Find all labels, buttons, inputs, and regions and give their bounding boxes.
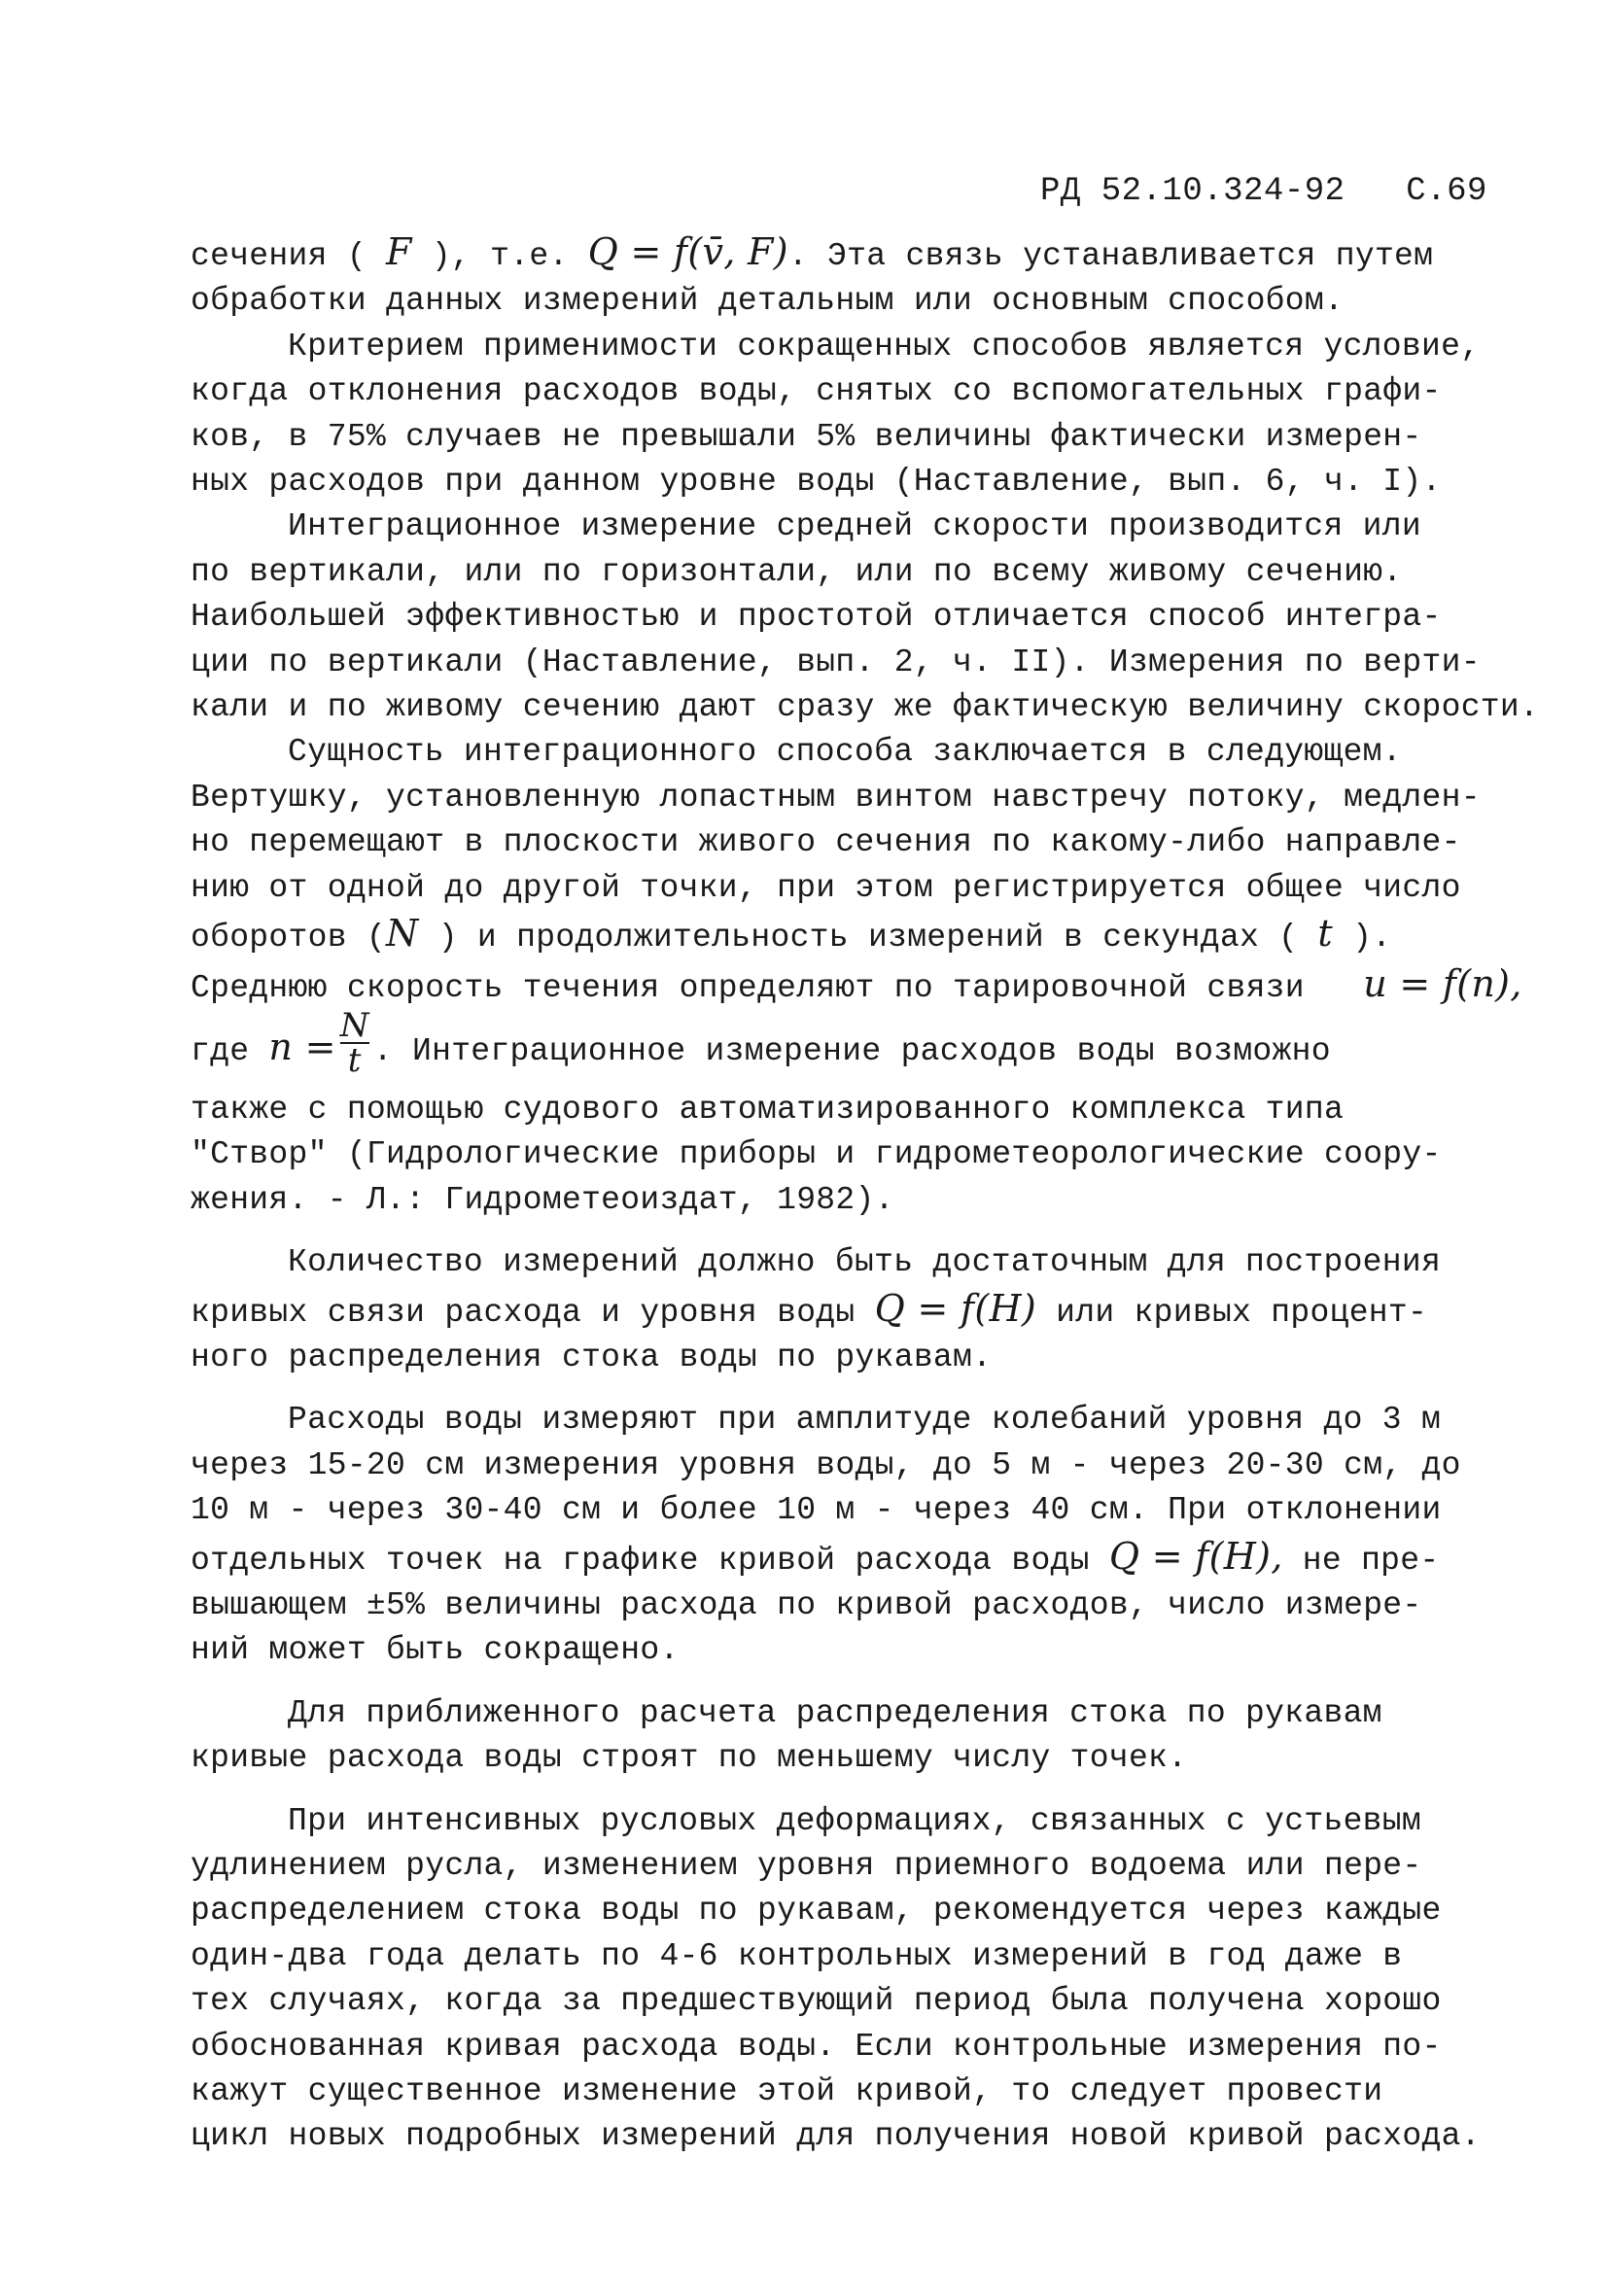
- document-code: РД 52.10.324-92: [1040, 173, 1345, 210]
- text-fragment: кривых связи расхода и уровня воды: [191, 1294, 856, 1331]
- text-fragment: . Эта связь устанавливается путем: [787, 238, 1434, 274]
- text-line: один-два года делать по 4-6 контрольных измерений в год даже в: [191, 1937, 1403, 1974]
- text-line: Для приближенного расчета распределения стока по рукавам: [288, 1694, 1382, 1731]
- formula-n-fraction: [339, 1006, 369, 1081]
- text-line: [191, 1286, 1513, 1336]
- text-fragment: ) и продолжительность измерений в секундах (: [437, 920, 1299, 957]
- text-fragment: не пре-: [1302, 1542, 1440, 1579]
- text-line: [191, 229, 1513, 279]
- text-line: вышающем ±5% величины расхода по кривой расходов, число измере-: [191, 1586, 1422, 1623]
- text-fragment: ), т.е.: [431, 238, 569, 274]
- text-line: [191, 1534, 1513, 1583]
- page-header: [1040, 173, 1487, 210]
- text-line: Сущность интеграционного способа заключается в следующем.: [288, 734, 1402, 771]
- text-fragment: оборотов (: [191, 920, 387, 957]
- body-text: [191, 229, 1540, 2160]
- text-line: ных расходов при данном уровне воды (Наставление, вып. 6, ч. I).: [191, 464, 1442, 501]
- fraction-denominator: t: [340, 1042, 369, 1077]
- text-line: когда отклонения расходов воды, снятых со вспомогательных графи-: [191, 373, 1442, 410]
- formula-section: F: [386, 230, 412, 273]
- text-fragment: где: [191, 1032, 250, 1069]
- text-line: распределением стока воды по рукавам, рекомендуется через каждые: [191, 1893, 1442, 1930]
- text-line: [191, 1006, 1513, 1088]
- text-fragment: ).: [1352, 920, 1392, 957]
- text-line: обработки данных измерений детальным или основным способом.: [191, 283, 1345, 320]
- text-fragment: или кривых процент-: [1056, 1294, 1428, 1331]
- text-fragment: Среднюю скорость течения определяют по тарировочной связи: [191, 969, 1305, 1006]
- formula-t-symbol: t: [1317, 912, 1333, 956]
- text-line: по вертикали, или по горизонтали, или по всему живому сечению.: [191, 553, 1403, 590]
- text-line: ции по вертикали (Наставление, вып. 2, ч. II). Измерения по верти-: [191, 644, 1481, 680]
- formula-n-label: n =: [268, 1025, 336, 1068]
- text-line: Количество измерений должно быть достаточным для построения: [288, 1244, 1442, 1281]
- text-line: но перемещают в плоскости живого сечения по какому-либо направле-: [191, 824, 1461, 861]
- formula-n-symbol: N: [386, 912, 419, 956]
- formula-q-vf: Q = f(v̄, F): [587, 230, 788, 273]
- text-line: Критерием применимости сокращенных способов является условие,: [288, 328, 1481, 365]
- text-line: жения. - Л.: Гидрометеоиздат, 1982).: [191, 1181, 894, 1218]
- text-line: кажут существенное изменение этой кривой, то следует провести: [191, 2073, 1383, 2110]
- text-line: [191, 961, 1522, 1011]
- text-line: ного распределения стока воды по рукавам.: [191, 1339, 993, 1375]
- formula-q-h-2: Q = f(H),: [1108, 1534, 1283, 1578]
- fraction-numerator: N: [339, 1006, 369, 1046]
- text-line: тех случаях, когда за предшествующий период была получена хорошо: [191, 1983, 1442, 2020]
- text-line: "Створ" (Гидрологические приборы и гидрометеорологические соору-: [191, 1136, 1442, 1173]
- text-line: кривые расхода воды строят по меньшему числу точек.: [191, 1740, 1188, 1777]
- text-line: [191, 911, 1513, 960]
- text-line: Наибольшей эффективностью и простотой отличается способ интегра-: [191, 599, 1442, 636]
- text-line: Расходы воды измеряют при амплитуде колебаний уровня до 3 м: [288, 1402, 1442, 1439]
- text-line: нию от одной до другой точки, при этом регистрируется общее число: [191, 869, 1461, 906]
- text-line: обоснованная кривая расхода воды. Если контрольные измерения по-: [191, 2028, 1442, 2065]
- text-line: цикл новых подробных измерений для получения новой кривой расхода.: [191, 2118, 1481, 2155]
- formula-q-h: Q = f(H): [874, 1286, 1037, 1330]
- text-line: Интеграционное измерение средней скорости производится или: [288, 508, 1421, 545]
- text-line: кали и по живому сечению дают сразу же фактическую величину скорости.: [191, 689, 1540, 726]
- formula-u-fn: u = f(n),: [1363, 961, 1522, 1005]
- text-line: 10 м - через 30-40 см и более 10 м - через 40 см. При отклонении: [191, 1492, 1442, 1529]
- text-line: удлинением русла, изменением уровня приемного водоема или пере-: [191, 1848, 1422, 1884]
- page-number: С.69: [1406, 173, 1487, 210]
- text-fragment: отдельных точек на графике кривой расхода воды: [191, 1542, 1090, 1579]
- text-fragment: сечения (: [191, 238, 367, 274]
- text-line: также с помощью судового автоматизированного комплекса типа: [191, 1091, 1345, 1128]
- text-fragment: . Интеграционное измерение расходов воды возможно: [372, 1032, 1331, 1069]
- text-line: ков, в 75% случаев не превышали 5% величины фактически измерен-: [191, 418, 1422, 455]
- text-line: Вертушку, установленную лопастным винтом навстречу потоку, медлен-: [191, 779, 1481, 816]
- text-line: через 15-20 см измерения уровня воды, до 5 м - через 20-30 см, до: [191, 1446, 1461, 1483]
- text-line: ний может быть сокращено.: [191, 1632, 680, 1669]
- text-line: При интенсивных русловых деформациях, связанных с устьевым: [288, 1802, 1421, 1839]
